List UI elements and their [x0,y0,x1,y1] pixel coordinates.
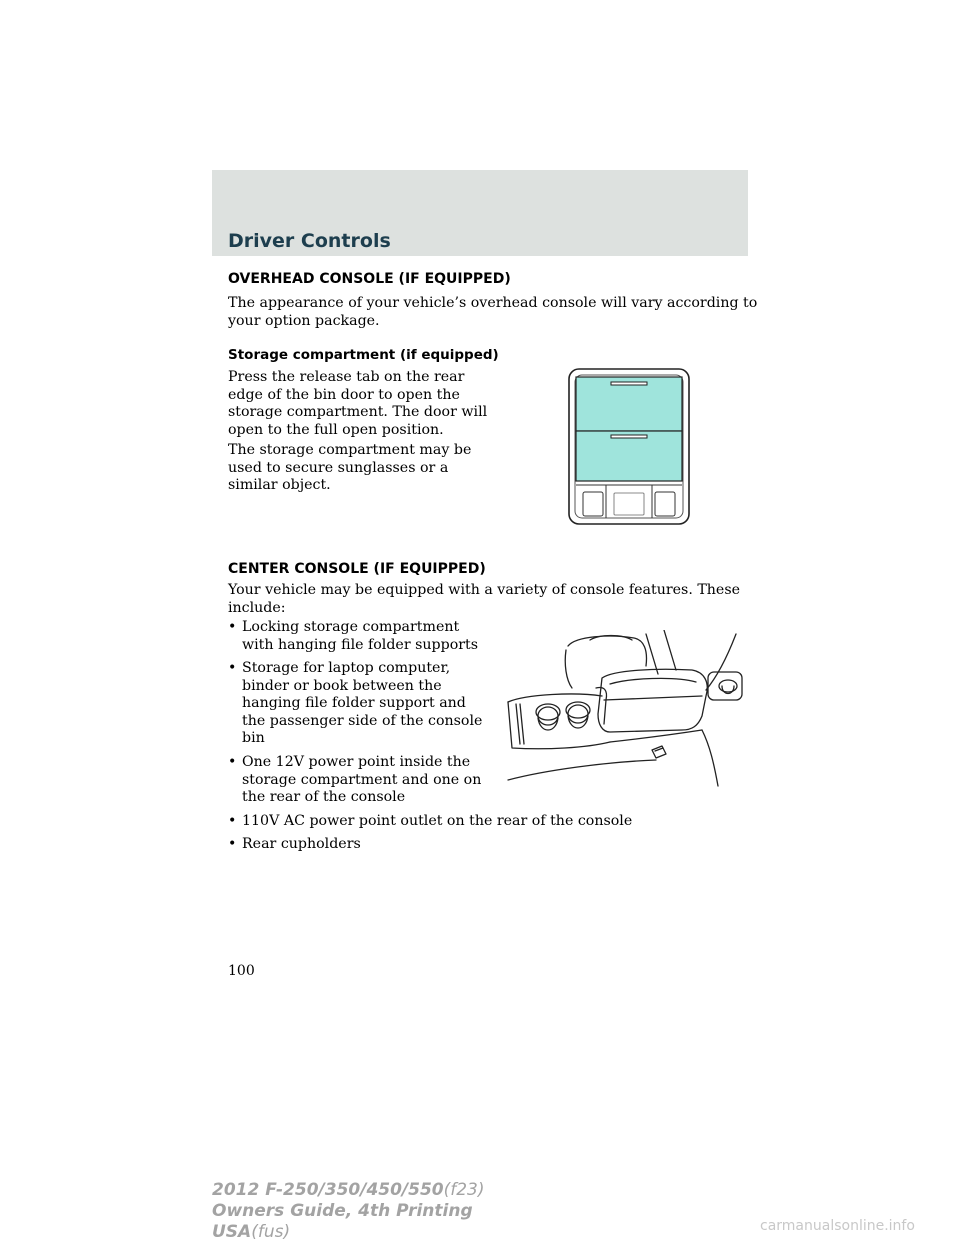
storage-p1-line: open to the full open position. [228,421,444,438]
storage-p1-line: storage compartment. The door will [228,404,488,420]
map-lamp-right [655,492,675,516]
feature-item [228,836,361,854]
feature-line: 110V AC power point outlet on the rear of the console [242,813,633,829]
bullet: • [228,619,237,635]
feature-line: Locking storage compartment [242,619,460,635]
feature-line: the passenger side of the console [242,712,483,729]
storage-paragraph-1 [228,369,487,439]
overhead-console-illustration [566,367,692,527]
document-footer [212,1180,485,1243]
section-header-band [212,170,748,256]
center-console-heading: CENTER CONSOLE (IF EQUIPPED) [228,561,486,577]
overhead-intro [228,295,757,330]
storage-p2-line: similar object. [228,477,331,493]
feature-list-1 [228,619,478,654]
page-number: 100 [228,963,255,979]
bullet: • [228,813,237,829]
feature-line: Rear cupholders [242,836,361,852]
feature-list-5 [228,836,361,854]
feature-line: storage compartment and one on [242,771,482,788]
section-title: Driver Controls [228,230,391,252]
storage-p2-line: used to secure sunglasses or a [228,459,449,476]
storage-p2-line: The storage compartment may be [228,442,472,458]
bullet: • [228,836,237,852]
storage-paragraph-2 [228,442,471,495]
footer-market: USA [212,1222,252,1242]
feature-line: the rear of the console [242,789,406,805]
feature-line: with hanging file folder supports [242,636,479,653]
release-tab-upper [611,382,647,385]
feature-line: hanging file folder support and [242,695,466,711]
feature-list-2 [228,660,482,748]
feature-line: Storage for laptop computer, [242,660,451,676]
feature-list-3 [228,754,481,807]
feature-item [228,813,632,831]
storage-p1-line: Press the release tab on the rear [228,369,465,385]
storage-p1-line: edge of the bin door to open the [228,386,460,403]
center-intro-line: include: [228,599,286,616]
footer-market-code: (fus) [251,1222,291,1242]
center-intro [228,582,740,617]
feature-line: bin [242,730,265,746]
map-lamp-left [583,492,603,516]
feature-item [228,619,478,654]
feature-item [228,660,482,748]
feature-list-4 [228,813,632,831]
feature-line: binder or book between the [242,677,442,694]
overhead-intro-line: your option package. [228,312,380,329]
watermark: carmanualsonline.info [760,1218,915,1234]
footer-model-code: (f23) [443,1180,485,1200]
footer-guide: Owners Guide, 4th Printing [212,1201,473,1221]
bullet: • [228,754,237,770]
footer-model: 2012 F-250/350/450/550 [212,1180,444,1200]
center-console-illustration [506,630,744,790]
feature-item [228,754,481,807]
overhead-console-heading: OVERHEAD CONSOLE (IF EQUIPPED) [228,271,511,287]
center-intro-line: Your vehicle may be equipped with a variety of console features. These [228,582,741,598]
storage-compartment-heading: Storage compartment (if equipped) [228,347,499,363]
bullet: • [228,660,237,676]
release-tab-lower [611,435,647,438]
overhead-intro-line: The appearance of your vehicle’s overhead console will vary according to [228,295,758,311]
feature-line: One 12V power point inside the [242,754,471,770]
